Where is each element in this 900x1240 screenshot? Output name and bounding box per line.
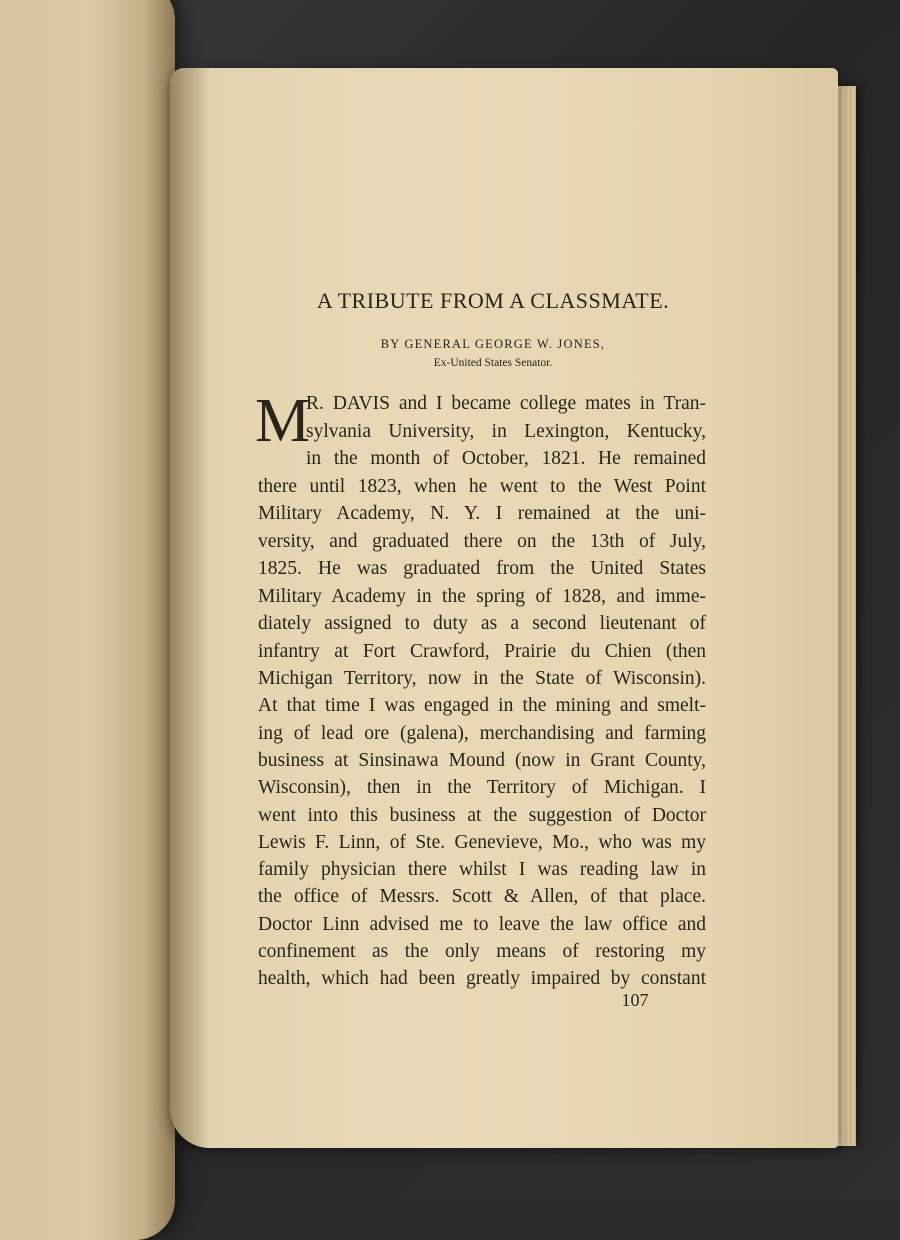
- text-line: diately assigned to duty as a second lieutenant of: [258, 613, 706, 634]
- gutter-shadow: [170, 68, 210, 1148]
- text-line: Michigan Territory, now in the State of Wisconsin).: [258, 668, 706, 689]
- text-line: Lewis F. Linn, of Ste. Genevieve, Mo., who was my: [258, 832, 706, 853]
- text-line: went into this business at the suggestion of Doctor: [258, 805, 706, 826]
- text-line: Military Academy in the spring of 1828, and imme-: [258, 586, 706, 607]
- text-line: confinement as the only means of restoring my: [258, 941, 706, 962]
- text-line: sylvania University, in Lexington, Kentucky,: [306, 421, 706, 442]
- article-byline: BY GENERAL GEORGE W. JONES,: [380, 337, 606, 351]
- text-line: R. DAVIS and I became college mates in Tran-: [306, 393, 706, 414]
- text-line: Wisconsin), then in the Territory of Michigan. I: [258, 777, 706, 798]
- text-line: ing of lead ore (galena), merchandising and farming: [258, 723, 706, 744]
- text-line: Military Academy, N. Y. I remained at the uni-: [258, 503, 706, 524]
- left-page: [0, 0, 175, 1240]
- text-line: the office of Messrs. Scott & Allen, of that place.: [258, 886, 706, 907]
- text-line: At that time I was engaged in the mining and smelt-: [258, 695, 706, 716]
- text-line: business at Sinsinawa Mound (now in Grant County,: [258, 750, 706, 771]
- text-line: versity, and graduated there on the 13th of July,: [258, 531, 706, 552]
- drop-cap: M: [255, 387, 311, 455]
- text-line: Doctor Linn advised me to leave the law office and: [258, 914, 706, 935]
- page-number: 107: [621, 990, 649, 1010]
- text-line: infantry at Fort Crawford, Prairie du Chien (then: [258, 641, 706, 662]
- article-title: A TRIBUTE FROM A CLASSMATE.: [316, 288, 670, 313]
- text-line: in the month of October, 1821. He remained: [306, 448, 706, 469]
- author-affiliation: Ex-United States Senator.: [433, 357, 553, 369]
- text-line: family physician there whilst I was reading law in: [258, 859, 706, 880]
- text-line: 1825. He was graduated from the United States: [258, 558, 706, 579]
- text-line: health, which had been greatly impaired by constant: [258, 968, 706, 989]
- text-line: there until 1823, when he went to the West Point: [258, 476, 706, 497]
